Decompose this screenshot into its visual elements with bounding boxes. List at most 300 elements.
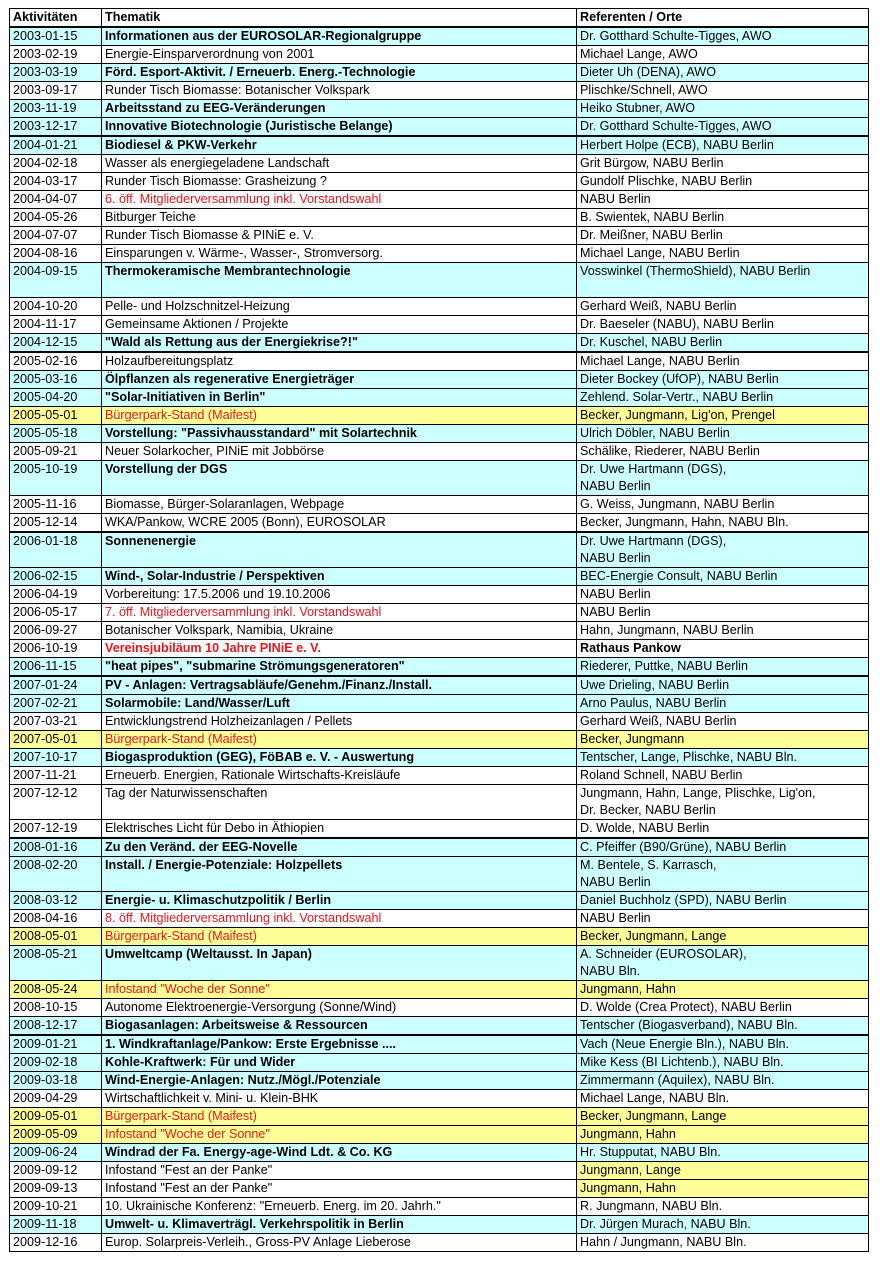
table-row: [10, 514, 869, 533]
speaker-line: C. Pfeiffer (B90/Grüne), NABU Berlin: [580, 840, 787, 854]
row-speakers: [577, 245, 869, 263]
row-topic: Runder Tisch Biomasse: Grasheizung ?: [102, 173, 577, 191]
table-row: [10, 568, 869, 586]
row-speakers: [577, 1144, 869, 1162]
row-topic: PV - Anlagen: Vertragsabläufe/Genehm./Finanz./Install.: [102, 676, 577, 695]
row-speakers: [577, 928, 869, 946]
header-topic: Thematik: [102, 9, 577, 28]
row-speakers: [577, 910, 869, 928]
row-date: 2009-05-01: [10, 1108, 102, 1126]
table-row: [10, 407, 869, 425]
row-date: 2003-09-17: [10, 82, 102, 100]
table-row: [10, 245, 869, 263]
row-date: 2009-02-18: [10, 1054, 102, 1072]
table-row: [10, 820, 869, 839]
table-row: [10, 1108, 869, 1126]
table-row: [10, 173, 869, 191]
row-speakers: [577, 352, 869, 371]
row-topic: Bürgerpark-Stand (Maifest): [102, 407, 577, 425]
row-topic: Tag der Naturwissenschaften: [102, 785, 577, 820]
row-topic: Elektrisches Licht für Debo in Äthiopien: [102, 820, 577, 839]
row-date: 2005-03-16: [10, 371, 102, 389]
row-speakers: [577, 713, 869, 731]
table-row: [10, 371, 869, 389]
row-topic: Energie-Einsparverordnung von 2001: [102, 46, 577, 64]
speaker-line: Dr. Uwe Hartmann (DGS),: [580, 534, 727, 548]
row-topic: Förd. Esport-Aktivit. / Erneuerb. Energ.-Technologie: [102, 64, 577, 82]
speaker-line: Herbert Holpe (ECB), NABU Berlin: [580, 138, 774, 152]
row-topic: WKA/Pankow, WCRE 2005 (Bonn), EUROSOLAR: [102, 514, 577, 533]
row-speakers: [577, 496, 869, 514]
row-topic: Umwelt- u. Klimaverträgl. Verkehrspolitik in Berlin: [102, 1216, 577, 1234]
row-speakers: [577, 946, 869, 981]
row-date: 2008-05-21: [10, 946, 102, 981]
row-date: 2004-08-16: [10, 245, 102, 263]
table-row: [10, 82, 869, 100]
row-speakers: [577, 1072, 869, 1090]
row-topic: Innovative Biotechnologie (Juristische Belange): [102, 118, 577, 137]
row-date: 2005-02-16: [10, 352, 102, 371]
row-speakers: [577, 298, 869, 316]
table-row: [10, 191, 869, 209]
row-date: 2004-05-26: [10, 209, 102, 227]
row-speakers: [577, 443, 869, 461]
table-row: [10, 1180, 869, 1198]
table-row: [10, 298, 869, 316]
speaker-line-2: NABU Berlin: [580, 551, 651, 565]
row-speakers: [577, 767, 869, 785]
table-row: [10, 785, 869, 820]
row-date: 2003-03-19: [10, 64, 102, 82]
row-speakers: [577, 371, 869, 389]
row-topic: Biogasanlagen: Arbeitsweise & Ressourcen: [102, 1017, 577, 1036]
table-row: [10, 1144, 869, 1162]
row-topic: Bürgerpark-Stand (Maifest): [102, 928, 577, 946]
row-speakers: [577, 1216, 869, 1234]
table-row: [10, 227, 869, 245]
table-row: [10, 443, 869, 461]
row-topic: Autonome Elektroenergie-Versorgung (Sonne/Wind): [102, 999, 577, 1017]
speaker-line-2: NABU Berlin: [580, 875, 651, 889]
row-topic: Wind-Energie-Anlagen: Nutz./Mögl./Potenziale: [102, 1072, 577, 1090]
row-date: 2009-09-12: [10, 1162, 102, 1180]
row-topic: "Solar-Initiativen in Berlin": [102, 389, 577, 407]
speaker-line: Dr. Baeseler (NABU), NABU Berlin: [580, 317, 774, 331]
speaker-line: D. Wolde, NABU Berlin: [580, 821, 710, 835]
row-date: 2008-03-12: [10, 892, 102, 910]
table-row: [10, 1090, 869, 1108]
table-row: [10, 1198, 869, 1216]
speaker-line: NABU Berlin: [580, 605, 651, 619]
row-speakers: [577, 100, 869, 118]
speaker-line: Heiko Stubner, AWO: [580, 101, 696, 115]
row-date: 2009-01-21: [10, 1035, 102, 1054]
speaker-line: Dr. Kuschel, NABU Berlin: [580, 335, 723, 349]
row-topic: Windrad der Fa. Energy-age-Wind Ldt. & Co. KG: [102, 1144, 577, 1162]
speaker-line-2: NABU Berlin: [580, 479, 651, 493]
speaker-line: Jungmann, Hahn: [580, 982, 676, 996]
speaker-line: NABU Berlin: [580, 587, 651, 601]
row-date: 2006-01-18: [10, 532, 102, 568]
row-topic: Wind-, Solar-Industrie / Perspektiven: [102, 568, 577, 586]
speaker-line: Michael Lange, AWO: [580, 47, 698, 61]
row-speakers: [577, 981, 869, 999]
row-speakers: [577, 532, 869, 568]
row-date: 2009-09-13: [10, 1180, 102, 1198]
table-row: [10, 640, 869, 658]
table-row: [10, 892, 869, 910]
row-speakers: [577, 695, 869, 713]
row-date: 2009-06-24: [10, 1144, 102, 1162]
row-topic: Informationen aus der EUROSOLAR-Regionalgruppe: [102, 27, 577, 46]
row-speakers: [577, 838, 869, 857]
row-speakers: [577, 1054, 869, 1072]
header-speakers: Referenten / Orte: [577, 9, 869, 28]
row-speakers: [577, 1126, 869, 1144]
row-topic: 7. öff. Mitgliederversammlung inkl. Vorstandswahl: [102, 604, 577, 622]
table-row: [10, 981, 869, 999]
row-topic: Holzaufbereitungsplatz: [102, 352, 577, 371]
table-row: [10, 316, 869, 334]
table-row: [10, 928, 869, 946]
table-row: [10, 1234, 869, 1252]
speaker-line: Michael Lange, NABU Berlin: [580, 354, 740, 368]
row-date: 2007-01-24: [10, 676, 102, 695]
row-topic: Biogasproduktion (GEG), FöBAB e. V. - Auswertung: [102, 749, 577, 767]
row-speakers: [577, 514, 869, 533]
table-row: [10, 604, 869, 622]
row-topic: Solarmobile: Land/Wasser/Luft: [102, 695, 577, 713]
table-row: [10, 461, 869, 496]
row-date: 2008-05-24: [10, 981, 102, 999]
table-row: [10, 1216, 869, 1234]
row-topic: "Wald als Rettung aus der Energiekrise?!": [102, 334, 577, 353]
row-date: 2003-12-17: [10, 118, 102, 137]
row-date: 2004-02-18: [10, 155, 102, 173]
table-row: [10, 857, 869, 892]
speaker-line-2: NABU Bln.: [580, 964, 641, 978]
row-date: 2005-05-01: [10, 407, 102, 425]
speaker-line-2: Dr. Becker, NABU Berlin: [580, 803, 716, 817]
row-date: 2005-05-18: [10, 425, 102, 443]
row-date: 2006-02-15: [10, 568, 102, 586]
table-row: [10, 100, 869, 118]
row-topic: Wirtschaftlichkeit v. Mini- u. Klein-BHK: [102, 1090, 577, 1108]
row-speakers: [577, 1108, 869, 1126]
row-date: 2007-12-12: [10, 785, 102, 820]
table-row: [10, 695, 869, 713]
table-row: [10, 1017, 869, 1036]
row-speakers: [577, 82, 869, 100]
row-date: 2005-10-19: [10, 461, 102, 496]
row-date: 2005-04-20: [10, 389, 102, 407]
row-topic: Vereinsjubiläum 10 Jahre PINiE e. V.: [102, 640, 577, 658]
row-date: 2003-02-19: [10, 46, 102, 64]
row-topic: Bitburger Teiche: [102, 209, 577, 227]
speaker-line: M. Bentele, S. Karrasch,: [580, 858, 717, 872]
speaker-line: Hr. Stupputat, NABU Bln.: [580, 1145, 721, 1159]
speaker-line: Dieter Uh (DENA), AWO: [580, 65, 716, 79]
row-speakers: [577, 1090, 869, 1108]
row-date: 2006-05-17: [10, 604, 102, 622]
speaker-line: Rathaus Pankow: [580, 641, 681, 655]
speaker-line: Zehlend. Solar-Vertr., NABU Berlin: [580, 390, 774, 404]
row-topic: Arbeitsstand zu EEG-Veränderungen: [102, 100, 577, 118]
row-topic: 8. öff. Mitgliederversammlung inkl. Vorstandswahl: [102, 910, 577, 928]
speaker-line: Ulrich Döbler, NABU Berlin: [580, 426, 730, 440]
row-date: 2005-12-14: [10, 514, 102, 533]
row-date: 2006-10-19: [10, 640, 102, 658]
row-date: 2004-04-07: [10, 191, 102, 209]
table-row: [10, 334, 869, 353]
table-row: [10, 46, 869, 64]
row-topic: Bürgerpark-Stand (Maifest): [102, 731, 577, 749]
header-row: [10, 9, 869, 28]
row-speakers: [577, 568, 869, 586]
row-topic: Entwicklungstrend Holzheizanlagen / Pellets: [102, 713, 577, 731]
row-date: 2007-11-21: [10, 767, 102, 785]
row-speakers: [577, 1180, 869, 1198]
row-topic: Install. / Energie-Potenziale: Holzpellets: [102, 857, 577, 892]
row-speakers: [577, 173, 869, 191]
row-speakers: [577, 1198, 869, 1216]
row-date: 2004-11-17: [10, 316, 102, 334]
row-date: 2008-12-17: [10, 1017, 102, 1036]
activity-table: [9, 8, 869, 1252]
row-topic: Runder Tisch Biomasse & PINiE e. V.: [102, 227, 577, 245]
speaker-line: NABU Berlin: [580, 911, 651, 925]
speaker-line: Becker, Jungmann, Lange: [580, 1109, 727, 1123]
table-row: [10, 352, 869, 371]
row-speakers: [577, 658, 869, 677]
table-row: [10, 263, 869, 298]
row-topic: Infostand "Woche der Sonne": [102, 981, 577, 999]
table-row: [10, 1162, 869, 1180]
row-speakers: [577, 731, 869, 749]
row-topic: Kohle-Kraftwerk: Für und Wider: [102, 1054, 577, 1072]
speaker-line: D. Wolde (Crea Protect), NABU Berlin: [580, 1000, 792, 1014]
speaker-line: Daniel Buchholz (SPD), NABU Berlin: [580, 893, 787, 907]
table-row: [10, 136, 869, 155]
row-speakers: [577, 857, 869, 892]
row-speakers: [577, 1162, 869, 1180]
row-topic: Gemeinsame Aktionen / Projekte: [102, 316, 577, 334]
row-speakers: [577, 227, 869, 245]
row-topic: Vorstellung: "Passivhausstandard" mit Solartechnik: [102, 425, 577, 443]
speaker-line: Tentscher, Lange, Plischke, NABU Bln.: [580, 750, 798, 764]
table-row: [10, 425, 869, 443]
row-speakers: [577, 209, 869, 227]
row-date: 2006-04-19: [10, 586, 102, 604]
row-speakers: [577, 118, 869, 137]
table-row: [10, 622, 869, 640]
row-date: 2006-09-27: [10, 622, 102, 640]
speaker-line: Becker, Jungmann: [580, 732, 685, 746]
row-date: 2004-01-21: [10, 136, 102, 155]
row-topic: Pelle- und Holzschnitzel-Heizung: [102, 298, 577, 316]
speaker-line: Dr. Jürgen Murach, NABU Bln.: [580, 1217, 751, 1231]
row-topic: Thermokeramische Membrantechnologie: [102, 263, 577, 298]
row-topic: Infostand "Fest an der Panke": [102, 1162, 577, 1180]
row-speakers: [577, 425, 869, 443]
row-speakers: [577, 1035, 869, 1054]
row-date: 2009-04-29: [10, 1090, 102, 1108]
row-date: 2004-10-20: [10, 298, 102, 316]
row-date: 2009-12-16: [10, 1234, 102, 1252]
row-date: 2007-10-17: [10, 749, 102, 767]
row-speakers: [577, 999, 869, 1017]
speaker-line: Roland Schnell, NABU Berlin: [580, 768, 743, 782]
row-date: 2003-01-15: [10, 27, 102, 46]
speaker-line: Dr. Gotthard Schulte-Tigges, AWO: [580, 119, 772, 133]
row-topic: Biomasse, Bürger-Solaranlagen, Webpage: [102, 496, 577, 514]
table-row: [10, 1054, 869, 1072]
row-date: 2009-10-21: [10, 1198, 102, 1216]
row-date: 2004-03-17: [10, 173, 102, 191]
row-date: 2005-09-21: [10, 443, 102, 461]
row-topic: Erneuerb. Energien, Rationale Wirtschafts-Kreisläufe: [102, 767, 577, 785]
speaker-line: Dr. Meißner, NABU Berlin: [580, 228, 723, 242]
table-row: [10, 496, 869, 514]
row-topic: Vorbereitung: 17.5.2006 und 19.10.2006: [102, 586, 577, 604]
row-topic: Bürgerpark-Stand (Maifest): [102, 1108, 577, 1126]
row-speakers: [577, 316, 869, 334]
row-topic: Infostand "Woche der Sonne": [102, 1126, 577, 1144]
row-speakers: [577, 640, 869, 658]
speaker-line: Jungmann, Hahn, Lange, Plischke, Lig'on,: [580, 786, 816, 800]
table-row: [10, 389, 869, 407]
row-date: 2008-05-01: [10, 928, 102, 946]
speaker-line: Becker, Jungmann, Hahn, NABU Bln.: [580, 515, 789, 529]
row-topic: 1. Windkraftanlage/Pankow: Erste Ergebnisse ....: [102, 1035, 577, 1054]
row-date: 2004-09-15: [10, 263, 102, 298]
table-row: [10, 999, 869, 1017]
row-topic: Energie- u. Klimaschutzpolitik / Berlin: [102, 892, 577, 910]
table-row: [10, 118, 869, 137]
row-topic: Runder Tisch Biomasse: Botanischer Volkspark: [102, 82, 577, 100]
row-topic: "heat pipes", "submarine Strömungsgeneratoren": [102, 658, 577, 677]
speaker-line: Dr. Gotthard Schulte-Tigges, AWO: [580, 29, 772, 43]
table-row: [10, 1126, 869, 1144]
speaker-line: Dr. Uwe Hartmann (DGS),: [580, 462, 727, 476]
row-topic: 10. Ukrainische Konferenz: "Erneuerb. Energ. im 20. Jahrh.": [102, 1198, 577, 1216]
row-date: 2004-07-07: [10, 227, 102, 245]
row-date: 2004-12-15: [10, 334, 102, 353]
speaker-line: Jungmann, Lange: [580, 1163, 681, 1177]
speaker-line: Hahn / Jungmann, NABU Bln.: [580, 1235, 747, 1249]
speaker-line: Jungmann, Hahn: [580, 1127, 676, 1141]
row-speakers: [577, 155, 869, 173]
row-speakers: [577, 136, 869, 155]
speaker-line: Mike Kess (BI Lichtenb.), NABU Bln.: [580, 1055, 784, 1069]
speaker-line: Hahn, Jungmann, NABU Berlin: [580, 623, 754, 637]
table-row: [10, 713, 869, 731]
speaker-line: Gerhard Weiß, NABU Berlin: [580, 714, 737, 728]
speaker-line: Vosswinkel (ThermoShield), NABU Berlin: [580, 264, 811, 278]
row-speakers: [577, 27, 869, 46]
row-date: 2008-01-16: [10, 838, 102, 857]
table-row: [10, 749, 869, 767]
row-speakers: [577, 892, 869, 910]
speaker-line: B. Swientek, NABU Berlin: [580, 210, 725, 224]
speaker-line: Gundolf Plischke, NABU Berlin: [580, 174, 753, 188]
row-speakers: [577, 586, 869, 604]
row-date: 2008-10-15: [10, 999, 102, 1017]
row-topic: Sonnenenergie: [102, 532, 577, 568]
row-topic: 6. öff. Mitgliederversammlung inkl. Vorstandswahl: [102, 191, 577, 209]
activity-table-body: [10, 9, 869, 1252]
table-row: [10, 209, 869, 227]
row-date: 2005-11-16: [10, 496, 102, 514]
row-topic: Biodiesel & PKW-Verkehr: [102, 136, 577, 155]
speaker-line: Grit Bürgow, NABU Berlin: [580, 156, 724, 170]
speaker-line: Gerhard Weiß, NABU Berlin: [580, 299, 737, 313]
table-row: [10, 838, 869, 857]
speaker-line: Becker, Jungmann, Lange: [580, 929, 727, 943]
row-date: 2007-02-21: [10, 695, 102, 713]
speaker-line: Uwe Drieling, NABU Berlin: [580, 678, 730, 692]
speaker-line: R. Jungmann, NABU Bln.: [580, 1199, 723, 1213]
row-topic: Wasser als energiegeladene Landschaft: [102, 155, 577, 173]
row-speakers: [577, 676, 869, 695]
row-speakers: [577, 64, 869, 82]
row-date: 2003-11-19: [10, 100, 102, 118]
speaker-line: Jungmann, Hahn: [580, 1181, 676, 1195]
table-row: [10, 767, 869, 785]
speaker-line: NABU Berlin: [580, 192, 651, 206]
row-date: 2007-05-01: [10, 731, 102, 749]
row-topic: Neuer Solarkocher, PINiE mit Jobbörse: [102, 443, 577, 461]
row-speakers: [577, 263, 869, 298]
speaker-line: Dieter Bockey (UfOP), NABU Berlin: [580, 372, 779, 386]
row-speakers: [577, 334, 869, 353]
row-speakers: [577, 622, 869, 640]
table-row: [10, 658, 869, 677]
row-topic: Botanischer Volkspark, Namibia, Ukraine: [102, 622, 577, 640]
table-row: [10, 1072, 869, 1090]
row-speakers: [577, 749, 869, 767]
row-date: 2008-02-20: [10, 857, 102, 892]
table-row: [10, 946, 869, 981]
row-topic: Infostand "Fest an der Panke": [102, 1180, 577, 1198]
row-topic: Umweltcamp (Weltausst. In Japan): [102, 946, 577, 981]
row-topic: Ölpflanzen als regenerative Energieträger: [102, 371, 577, 389]
row-date: 2009-11-18: [10, 1216, 102, 1234]
row-topic: Europ. Solarpreis-Verleih., Gross-PV Anlage Lieberose: [102, 1234, 577, 1252]
table-row: [10, 64, 869, 82]
row-speakers: [577, 191, 869, 209]
row-topic: Zu den Veränd. der EEG-Novelle: [102, 838, 577, 857]
row-speakers: [577, 1017, 869, 1036]
row-date: 2007-03-21: [10, 713, 102, 731]
speaker-line: Michael Lange, NABU Berlin: [580, 246, 740, 260]
row-speakers: [577, 604, 869, 622]
speaker-line: Becker, Jungmann, Lig'on, Prengel: [580, 408, 775, 422]
row-topic: Einsparungen v. Wärme-, Wasser-, Stromversorg.: [102, 245, 577, 263]
row-speakers: [577, 820, 869, 839]
table-row: [10, 910, 869, 928]
speaker-line: Vach (Neue Energie Bln.), NABU Bln.: [580, 1037, 790, 1051]
header-activities: Aktivitäten: [10, 9, 102, 28]
speaker-line: BEC-Energie Consult, NABU Berlin: [580, 569, 778, 583]
speaker-line: Tentscher (Biogasverband), NABU Bln.: [580, 1018, 798, 1032]
row-speakers: [577, 461, 869, 496]
row-speakers: [577, 389, 869, 407]
row-date: 2009-05-09: [10, 1126, 102, 1144]
speaker-line: G. Weiss, Jungmann, NABU Berlin: [580, 497, 775, 511]
row-date: 2008-04-16: [10, 910, 102, 928]
table-row: [10, 532, 869, 568]
